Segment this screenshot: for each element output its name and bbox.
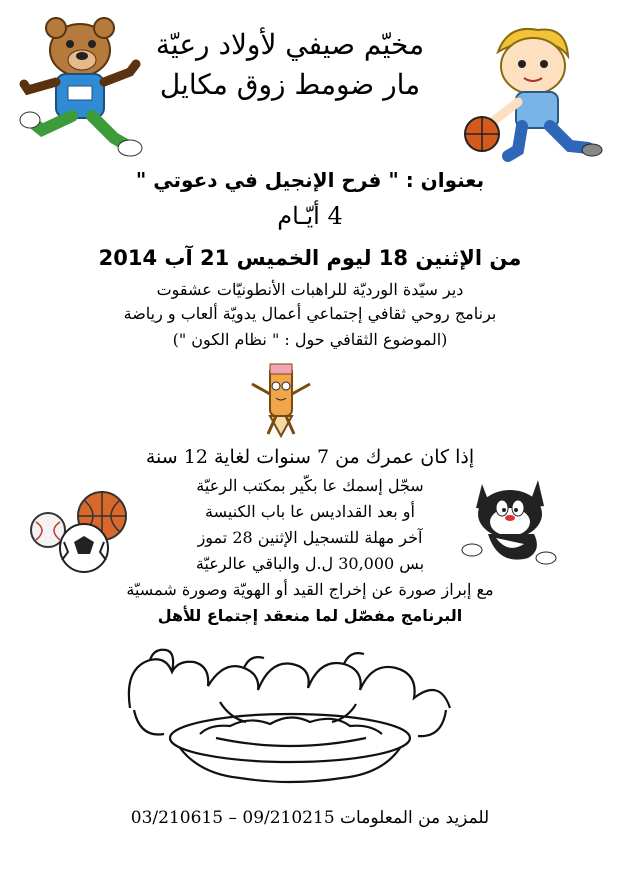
camp-dates: من الإثنين 18 ليوم الخميس 21 آب 2014 — [98, 246, 522, 270]
age-range: إذا كان عمرك من 7 سنوات لغاية 12 سنة — [145, 446, 475, 468]
register-after-mass: أو بعد القداديس عا باب الكنيسة — [205, 502, 415, 521]
camp-location: دير سيّدة الورديّة للراهبات الأنطونيّات عشقوت — [156, 280, 464, 299]
pencil-character-illustration — [246, 360, 316, 442]
register-office: سجّل إسمك عا بكّير بمكتب الرعيّة — [196, 476, 424, 495]
footer-contact-info: للمزيد من المعلومات 09/210215 – 03/210615 — [130, 808, 490, 828]
boy-basketball-illustration — [458, 22, 603, 167]
camp-duration: 4 أيّـام — [277, 202, 343, 230]
cultural-topic: (الموضوع الثقافي حول : " نظام الكون ") — [172, 330, 448, 349]
camp-fee: بس 30,000 ل.ل والباقي عالرعيّة — [195, 554, 425, 573]
registration-deadline: آخر مهلة للتسجيل الإثنين 28 تموز — [197, 528, 423, 547]
theme-subject: بعنوان : " فرح الإنجيل في دعوتي " — [135, 168, 485, 192]
required-documents: مع إبراز صورة عن إخراج القيد أو الهويّة وصورة شمسيّة — [126, 580, 494, 599]
cat-illustration — [458, 474, 558, 569]
camp-program: برنامج روحي ثقافي إجتماعي أعمال يدويّة ألعاب و رياضة — [123, 304, 497, 323]
title-line-1: مخيّم صيفي لأولاد رعيّة — [155, 28, 425, 61]
people-table-illustration — [120, 638, 460, 788]
title-line-2: مار ضومط زوق مكايل — [159, 68, 421, 101]
sports-balls-illustration — [28, 486, 128, 576]
parents-meeting: البرنامج مفصّل لما منعقد إجتماع للأهل — [157, 606, 463, 625]
bear-runner-illustration — [18, 12, 148, 162]
